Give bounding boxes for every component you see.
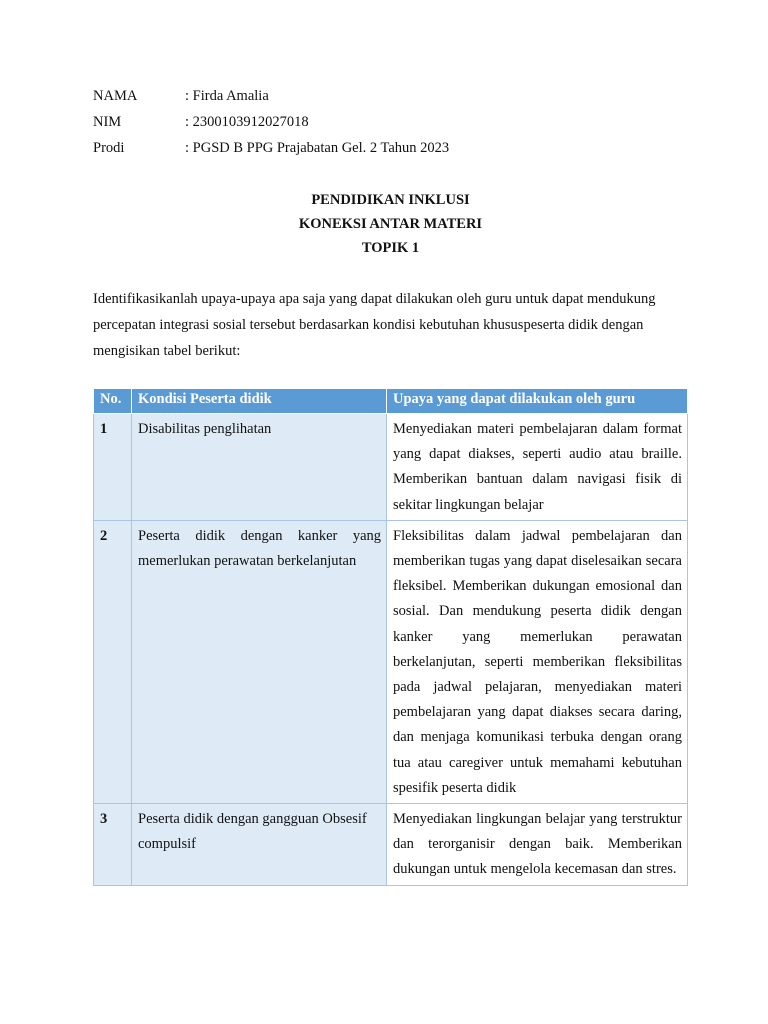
intro-paragraph: Identifikasikanlah upaya-upaya apa saja yang dapat dilakukan oleh guru untuk dapat mendukung percepatan integrasi sosial tersebut berdasarkan kondisi kebutuhan khususpeserta didik dengan mengisikan tabel berikut: [93, 291, 656, 359]
student-info [93, 84, 688, 162]
info-label: NIM [93, 114, 122, 130]
row-upaya: Menyediakan lingkungan belajar yang terstruktur dan terorganisir dengan baik. Memberikan dukungan untuk mengelola kecemasan dan stres. [387, 804, 688, 886]
row-number: 2 [94, 520, 132, 803]
header-kondisi: Kondisi Peserta didik [132, 389, 387, 414]
document-page [93, 84, 688, 886]
info-value: : 2300103912027018 [185, 114, 309, 130]
title-line-2: KONEKSI ANTAR MATERI [298, 216, 483, 232]
row-upaya: Fleksibilitas dalam jadwal pembelajaran dan memberikan tugas yang dapat diselesaikan secara fleksibel. Memberikan dukungan emosional dan sosial. Dan mendukung peserta didik dengan kanker yang memerlukan perawatan berkelanjutan, seperti memberikan fleksibilitas pada jadwal pelajaran, menyediakan materi pembelajaran yang dapat diakses secara daring, dan menjaga komunikasi terbuka dengan orang tua atau caregiver untuk memahami kebutuhan spesifik peserta didik [387, 520, 688, 803]
needs-table [93, 388, 688, 886]
document-title [93, 188, 688, 260]
table-row [94, 804, 688, 886]
info-label: NAMA [93, 88, 138, 104]
info-value: : Firda Amalia [185, 88, 269, 104]
info-value: : PGSD B PPG Prajabatan Gel. 2 Tahun 2023 [185, 140, 450, 156]
row-kondisi: Peserta didik dengan kanker yang memerlukan perawatan berkelanjutan [132, 520, 387, 803]
info-row-prodi [93, 136, 688, 162]
row-number: 1 [94, 414, 132, 521]
table-row [94, 520, 688, 803]
row-upaya: Menyediakan materi pembelajaran dalam format yang dapat diakses, seperti audio atau braille. Memberikan bantuan dalam navigasi fisik di sekitar lingkungan belajar [387, 414, 688, 521]
title-line-3: TOPIK 1 [361, 240, 420, 256]
row-number: 3 [94, 804, 132, 886]
row-kondisi: Disabilitas penglihatan [132, 414, 387, 521]
info-label: Prodi [93, 140, 125, 156]
header-upaya: Upaya yang dapat dilakukan oleh guru [387, 389, 688, 414]
info-row-nama [93, 84, 688, 110]
title-line-1: PENDIDIKAN INKLUSI [311, 192, 470, 208]
table-row [94, 414, 688, 521]
info-row-nim [93, 110, 688, 136]
table-header-row [94, 389, 688, 414]
row-kondisi: Peserta didik dengan gangguan Obsesif compulsif [132, 804, 387, 886]
header-no: No. [94, 389, 132, 414]
